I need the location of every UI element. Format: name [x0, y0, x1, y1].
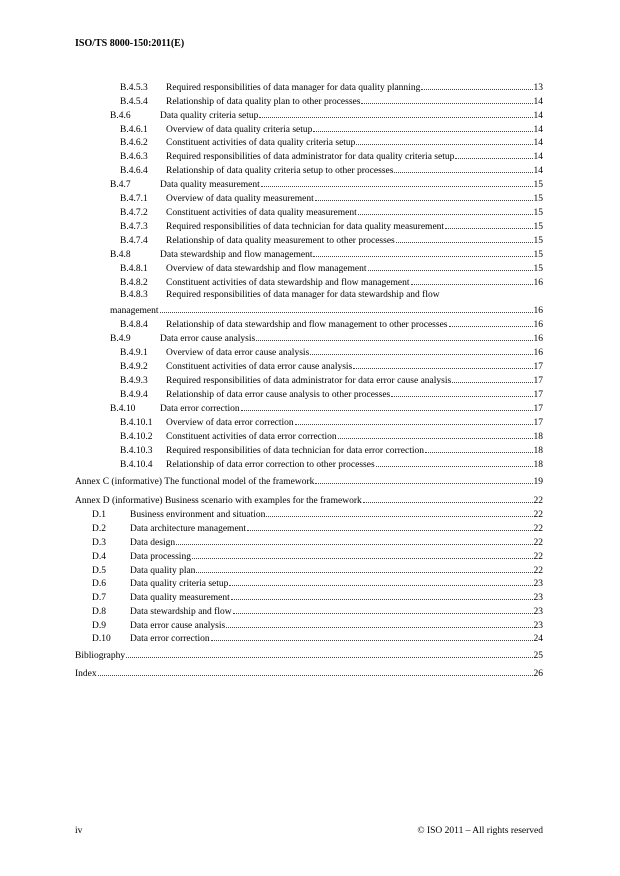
- toc-entry-page: 15: [533, 264, 543, 274]
- leader-dots: [229, 577, 532, 586]
- toc-entry-title: Data design: [130, 538, 176, 548]
- leader-dots: [160, 304, 533, 313]
- toc-entry-number: B.4.7: [110, 180, 131, 190]
- toc-entry-page: 14: [533, 152, 543, 162]
- leader-dots: [261, 178, 533, 187]
- toc-entry[interactable]: [110, 178, 543, 191]
- toc-entry-title: Required responsibilities of data technician for data quality measurement: [166, 222, 445, 232]
- leader-dots: [445, 220, 532, 229]
- toc-entry[interactable]: [120, 374, 543, 387]
- toc-entry-page: 18: [533, 432, 543, 442]
- toc-entry-page: 26: [533, 669, 543, 679]
- toc-entry-number: B.4.9: [110, 334, 131, 344]
- toc-entry-title: Constituent activities of data error cause analysis: [166, 362, 353, 372]
- toc-entry[interactable]: [120, 136, 543, 149]
- leader-dots: [231, 591, 533, 600]
- toc-entry[interactable]: [92, 522, 543, 535]
- toc-entry-title: Relationship of data stewardship and flow management to other processes: [166, 320, 448, 330]
- toc-entry-page: 15: [533, 236, 543, 246]
- toc-entry-number: D.2: [92, 524, 106, 534]
- leader-dots: [452, 374, 532, 383]
- toc-entry[interactable]: [120, 388, 543, 401]
- leader-dots: [259, 109, 532, 118]
- toc-entry-title: Required responsibilities of data administrator for data quality criteria setup: [166, 152, 455, 162]
- toc-entry-number: B.4.10: [110, 404, 136, 414]
- toc-entry[interactable]: [92, 632, 543, 645]
- toc-entry[interactable]: [120, 458, 543, 471]
- toc-entry-page: 15: [533, 222, 543, 232]
- toc-entry-number: B.4.10.2: [120, 432, 153, 442]
- toc-entry-title: Data stewardship and flow management: [160, 250, 313, 260]
- toc-entry-page: 16: [533, 348, 543, 358]
- toc-entry-number: B.4.5.3: [120, 83, 148, 93]
- leader-dots: [421, 81, 532, 90]
- toc-entry-page: 22: [533, 566, 543, 576]
- toc-entry[interactable]: [92, 577, 543, 590]
- toc-entry-title: Constituent activities of data quality measurement: [166, 208, 357, 218]
- toc-entry-title: Data quality measurement: [160, 180, 260, 190]
- leader-dots: [98, 667, 533, 676]
- toc-entry-number: D.6: [92, 579, 106, 589]
- toc-entry-title: Annex D (informative) Business scenario with examples for the framework: [75, 496, 362, 506]
- toc-entry-title: Data stewardship and flow: [130, 607, 232, 617]
- toc-entry-title: Annex C (informative) The functional model of the framework: [75, 477, 315, 487]
- toc-entry-page: 16: [533, 306, 543, 316]
- toc-entry-number: B.4.8.1: [120, 264, 148, 274]
- toc-entry[interactable]: [110, 332, 543, 345]
- toc-entry[interactable]: [92, 591, 543, 604]
- toc-entry-title: Business environment and situation: [130, 510, 266, 520]
- leader-dots: [233, 605, 533, 614]
- toc-entry[interactable]: [120, 346, 543, 359]
- toc-entry-page: 14: [533, 125, 543, 135]
- toc-entry-title: Data error cause analysis: [130, 621, 226, 631]
- toc-entry-number: B.4.9.1: [120, 348, 148, 358]
- toc-entry-title: Overview of data stewardship and flow management: [166, 264, 367, 274]
- toc-entry-title: Overview of data quality measurement: [166, 194, 314, 204]
- leader-dots: [247, 522, 532, 531]
- toc-entry[interactable]: [92, 508, 543, 521]
- toc-entry[interactable]: [120, 95, 543, 108]
- leader-dots: [411, 276, 533, 285]
- toc-entry[interactable]: [120, 416, 543, 429]
- toc-entry-number: B.4.10.1: [120, 418, 153, 428]
- toc-entry-title: Relationship of data error correction to other processes: [166, 460, 375, 470]
- toc-entry-number: B.4.8.3: [120, 290, 148, 300]
- toc-entry[interactable]: [75, 649, 543, 662]
- toc-entry-number: B.4.6.4: [120, 166, 148, 176]
- toc-entry-number: B.4.7.1: [120, 194, 148, 204]
- toc-entry-title: Data processing: [130, 552, 191, 562]
- toc-entry-page: 18: [533, 446, 543, 456]
- toc-entry-page: 23: [533, 621, 543, 631]
- toc-entry-title: Bibliography: [75, 651, 126, 661]
- toc-entry-title: Constituent activities of data stewardship and flow management: [166, 278, 410, 288]
- toc-entry-title: Required responsibilities of data technician for data error correction: [166, 446, 424, 456]
- toc-entry-number: B.4.8.2: [120, 278, 148, 288]
- toc-entry[interactable]: [120, 206, 543, 219]
- toc-entry[interactable]: [120, 444, 543, 457]
- toc-entry-number: B.4.7.3: [120, 222, 148, 232]
- leader-dots: [126, 649, 532, 658]
- toc-entry-title: Required responsibilities of data administrator for data error cause analysis: [166, 376, 452, 386]
- leader-dots: [363, 494, 533, 503]
- toc-entry-number: B.4.9.4: [120, 390, 148, 400]
- toc-entry-page: 17: [533, 390, 543, 400]
- toc-entry-number: B.4.10.3: [120, 446, 153, 456]
- toc-entry-title: Data quality criteria setup: [160, 111, 259, 121]
- toc-entry[interactable]: [120, 192, 543, 205]
- leader-dots: [176, 536, 532, 545]
- toc-entry[interactable]: [92, 564, 543, 577]
- leader-dots: [396, 234, 533, 243]
- toc-entry-number: B.4.6.1: [120, 125, 148, 135]
- toc-entry-number: D.8: [92, 607, 106, 617]
- toc-entry-number: D.5: [92, 566, 106, 576]
- toc-entry-title: Overview of data quality criteria setup: [166, 125, 313, 135]
- toc-entry-page: 15: [533, 250, 543, 260]
- toc-entry-page: 15: [533, 194, 543, 204]
- leader-dots: [226, 619, 532, 628]
- toc-entry[interactable]: [110, 109, 543, 122]
- toc-entry-page: 22: [533, 552, 543, 562]
- toc-entry-title: Relationship of data error cause analysis to other processes: [166, 390, 391, 400]
- toc-entry[interactable]: [92, 550, 543, 563]
- toc-entry[interactable]: [120, 276, 543, 289]
- toc-entry-number: D.10: [92, 634, 111, 644]
- toc-entry-title: Data error correction: [160, 404, 240, 414]
- toc-entry-page: 14: [533, 166, 543, 176]
- toc-entry-number: B.4.8: [110, 250, 131, 260]
- toc-entry-page: 22: [533, 496, 543, 506]
- toc-entry-number: D.9: [92, 621, 106, 631]
- toc-entry[interactable]: [120, 123, 543, 136]
- toc-entry[interactable]: [92, 536, 543, 549]
- toc-entry-page: 23: [533, 579, 543, 589]
- document-id: ISO/TS 8000-150:2011(E): [75, 38, 185, 49]
- toc-entry[interactable]: [120, 262, 543, 275]
- toc-entry-page: 17: [533, 362, 543, 372]
- toc-entry-title: Data quality measurement: [130, 593, 230, 603]
- leader-dots: [455, 150, 532, 159]
- toc-entry-page: 15: [533, 180, 543, 190]
- toc-entry-title: Relationship of data quality plan to other processes: [166, 97, 361, 107]
- toc-entry[interactable]: [120, 290, 543, 301]
- leader-dots: [211, 632, 533, 641]
- toc-entry-title: Data error correction: [130, 634, 210, 644]
- leader-dots: [315, 192, 533, 201]
- leader-dots: [358, 206, 533, 215]
- toc-entry-page: 24: [533, 634, 543, 644]
- toc-entry-title-continued: management: [110, 306, 159, 316]
- toc-entry[interactable]: [120, 164, 543, 177]
- leader-dots: [353, 360, 532, 369]
- toc-entry[interactable]: [75, 667, 543, 680]
- toc-entry-title: Data quality plan: [130, 566, 196, 576]
- toc-entry-page: 23: [533, 593, 543, 603]
- toc-entry-number: B.4.7.2: [120, 208, 148, 218]
- toc-entry-number: B.4.6: [110, 111, 131, 121]
- toc-entry-title: Relationship of data quality measurement to other processes: [166, 236, 395, 246]
- leader-dots: [394, 164, 532, 173]
- toc-entry[interactable]: [120, 360, 543, 373]
- leader-dots: [361, 95, 532, 104]
- toc-entry[interactable]: [75, 494, 543, 507]
- leader-dots: [241, 402, 533, 411]
- toc-entry-number: B.4.8.4: [120, 320, 148, 330]
- toc-entry[interactable]: [120, 220, 543, 233]
- leader-dots: [368, 262, 533, 271]
- toc-entry-continuation[interactable]: [110, 304, 543, 317]
- toc-entry-page: 14: [533, 97, 543, 107]
- toc-entry-title: Data error cause analysis: [160, 334, 256, 344]
- leader-dots: [192, 550, 533, 559]
- toc-entry[interactable]: [120, 318, 543, 331]
- toc-entry-page: 18: [533, 460, 543, 470]
- toc-entry-title: Overview of data error cause analysis: [166, 348, 310, 358]
- toc-entry-number: B.4.10.4: [120, 460, 153, 470]
- toc-entry-title: Constituent activities of data error correction: [166, 432, 337, 442]
- toc-entry-number: D.3: [92, 538, 106, 548]
- toc-entry-page: 17: [533, 404, 543, 414]
- toc-entry-page: 17: [533, 376, 543, 386]
- leader-dots: [310, 346, 532, 355]
- toc-entry-page: 22: [533, 510, 543, 520]
- toc-entry-number: B.4.7.4: [120, 236, 148, 246]
- toc-entry[interactable]: [120, 150, 543, 163]
- toc-entry-number: B.4.6.2: [120, 138, 148, 148]
- leader-dots: [266, 508, 532, 517]
- toc-entry-number: B.4.6.3: [120, 152, 148, 162]
- leader-dots: [449, 318, 533, 327]
- toc-entry-title: Index: [75, 669, 97, 679]
- toc-entry[interactable]: [120, 430, 543, 443]
- toc-entry-page: 17: [533, 418, 543, 428]
- leader-dots: [313, 248, 532, 257]
- toc-entry-page: 22: [533, 538, 543, 548]
- toc-entry-title: Required responsibilities of data manager for data stewardship and flow: [166, 290, 440, 300]
- leader-dots: [425, 444, 533, 453]
- toc-entry-title: Constituent activities of data quality criteria setup: [166, 138, 356, 148]
- toc-entry-page: 15: [533, 208, 543, 218]
- toc-entry-title: Required responsibilities of data manager for data quality planning: [166, 83, 421, 93]
- toc-entry[interactable]: [110, 248, 543, 261]
- toc-entry-number: D.4: [92, 552, 106, 562]
- page-number: iv: [75, 826, 83, 836]
- toc-entry[interactable]: [120, 81, 543, 94]
- toc-entry-title: Data quality criteria setup: [130, 579, 229, 589]
- toc-entry-number: D.1: [92, 510, 106, 520]
- leader-dots: [356, 136, 532, 145]
- toc-entry-page: 25: [533, 651, 543, 661]
- toc-entry-page: 19: [533, 477, 543, 487]
- leader-dots: [315, 475, 532, 484]
- toc-entry-title: Data architecture management: [130, 524, 247, 534]
- leader-dots: [196, 564, 532, 573]
- leader-dots: [256, 332, 532, 341]
- toc-entry-page: 14: [533, 138, 543, 148]
- toc-entry[interactable]: [110, 402, 543, 415]
- leader-dots: [295, 416, 533, 425]
- leader-dots: [376, 458, 533, 467]
- toc-entry-page: 16: [533, 278, 543, 288]
- toc-entry-page: 23: [533, 607, 543, 617]
- leader-dots: [338, 430, 533, 439]
- toc-entry[interactable]: [75, 475, 543, 488]
- toc-entry[interactable]: [92, 619, 543, 632]
- leader-dots: [391, 388, 532, 397]
- toc-entry-page: 14: [533, 111, 543, 121]
- toc-entry-page: 22: [533, 524, 543, 534]
- toc-entry-page: 16: [533, 320, 543, 330]
- toc-entry-page: 13: [533, 83, 543, 93]
- toc-entry-title: Relationship of data quality criteria setup to other processes: [166, 166, 394, 176]
- copyright: © ISO 2011 – All rights reserved: [417, 826, 543, 836]
- toc-entry-number: B.4.5.4: [120, 97, 148, 107]
- toc-entry[interactable]: [92, 605, 543, 618]
- toc-entry-title: Overview of data error correction: [166, 418, 294, 428]
- toc-entry-page: 16: [533, 334, 543, 344]
- toc-entry-number: D.7: [92, 593, 106, 603]
- toc-entry[interactable]: [120, 234, 543, 247]
- leader-dots: [313, 123, 532, 132]
- toc-entry-number: B.4.9.2: [120, 362, 148, 372]
- toc-entry-number: B.4.9.3: [120, 376, 148, 386]
